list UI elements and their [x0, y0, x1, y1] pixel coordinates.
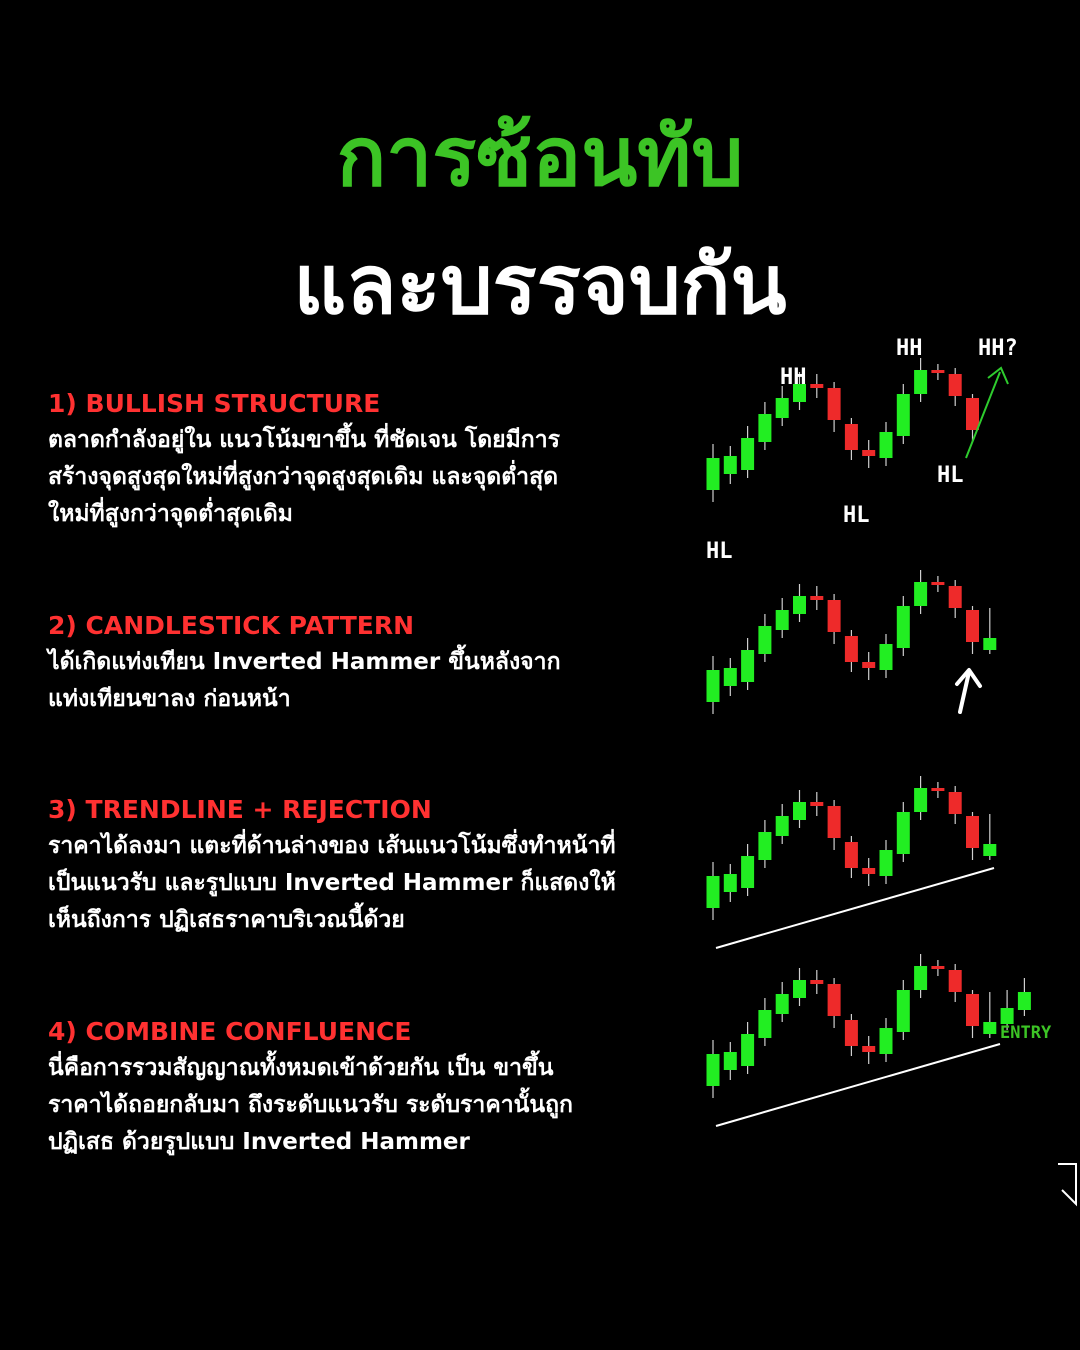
- chart-panel-confluence: [707, 954, 1031, 1098]
- bullish-candle: [707, 670, 720, 702]
- arrow-up-icon: [957, 670, 980, 712]
- body-line: ตลาดกำลังอยู่ใน แนวโน้มขาขึ้น ที่ชัดเจน โดยมีการ: [48, 427, 560, 453]
- body-line: แท่งเทียนขาลง ก่อนหน้า: [48, 686, 291, 712]
- bearish-candle: [828, 806, 841, 838]
- section-heading: 2) CANDLESTICK PATTERN: [48, 611, 415, 640]
- bullish-candle: [914, 582, 927, 606]
- section-heading: 3) TRENDLINE + REJECTION: [48, 795, 432, 824]
- bullish-candle: [914, 788, 927, 812]
- bearish-candle: [810, 980, 823, 984]
- body-line: เห็นถึงการ ปฏิเสธราคาบริเวณนี้ด้วย: [48, 907, 405, 933]
- bearish-candle: [966, 816, 979, 848]
- bullish-candle: [897, 394, 910, 436]
- bullish-candle: [724, 1052, 737, 1070]
- corner-mark-icon: [1054, 1160, 1080, 1210]
- label-hh-question: HH?: [978, 336, 1018, 361]
- bullish-candle: [880, 850, 893, 876]
- bullish-candle: [914, 966, 927, 990]
- label-hh: HH: [896, 336, 923, 361]
- chart-panel-candlestick-pattern: [707, 570, 997, 714]
- bearish-candle: [949, 970, 962, 992]
- label-hl: HL: [937, 463, 964, 488]
- bullish-candle: [741, 650, 754, 682]
- bullish-candle: [776, 610, 789, 630]
- body-line: ได้เกิดแท่งเทียน Inverted Hammer ขึ้นหลังจาก: [48, 649, 561, 675]
- bearish-candle: [828, 600, 841, 632]
- bullish-candle: [793, 596, 806, 614]
- bullish-candle: [897, 990, 910, 1032]
- bullish-candle: [897, 812, 910, 854]
- body-line: ราคาได้ถอยกลับมา ถึงระดับแนวรับ ระดับราคานั้นถูก: [48, 1092, 573, 1118]
- bullish-candle: [724, 668, 737, 686]
- page-title-line1: การซ้อนทับ: [336, 110, 744, 205]
- bearish-candle: [810, 384, 823, 388]
- bearish-candle: [966, 610, 979, 642]
- bullish-candle: [983, 844, 996, 856]
- bullish-candle: [983, 1022, 996, 1034]
- bearish-candle: [862, 450, 875, 456]
- bullish-candle: [741, 856, 754, 888]
- bearish-candle: [845, 1020, 858, 1046]
- body-line: ปฏิเสธ ด้วยรูปแบบ Inverted Hammer: [48, 1129, 470, 1155]
- bullish-candle: [1018, 992, 1031, 1010]
- bearish-candle: [931, 966, 944, 969]
- body-line: เป็นแนวรับ และรูปแบบ Inverted Hammer ก็แสดงให้: [48, 870, 616, 896]
- bullish-candle: [897, 606, 910, 648]
- bearish-candle: [862, 1046, 875, 1052]
- label-hh: HH: [780, 365, 807, 390]
- section-heading: 1) BULLISH STRUCTURE: [48, 389, 381, 418]
- bullish-candle: [880, 1028, 893, 1054]
- bearish-candle: [949, 792, 962, 814]
- bearish-candle: [931, 370, 944, 373]
- bullish-candle: [914, 370, 927, 394]
- bearish-candle: [845, 636, 858, 662]
- bullish-candle: [758, 1010, 771, 1038]
- trendline: [716, 1044, 1000, 1126]
- bullish-candle: [983, 638, 996, 650]
- bearish-candle: [862, 868, 875, 874]
- body-line: นี่คือการรวมสัญญาณทั้งหมดเข้าด้วยกัน เป็น ขาขึ้น: [48, 1055, 554, 1081]
- bearish-candle: [862, 662, 875, 668]
- bearish-candle: [810, 802, 823, 806]
- bearish-candle: [810, 596, 823, 600]
- bearish-candle: [845, 842, 858, 868]
- bearish-candle: [931, 582, 944, 585]
- bullish-candle: [776, 816, 789, 836]
- body-line: ใหม่ที่สูงกว่าจุดต่ำสุดเดิม: [48, 501, 293, 527]
- bullish-candle: [741, 438, 754, 470]
- bullish-candle: [707, 458, 720, 490]
- bearish-candle: [966, 398, 979, 430]
- trendline: [716, 868, 994, 948]
- label-entry: ENTRY: [1000, 1023, 1052, 1043]
- section-heading: 4) COMBINE CONFLUENCE: [48, 1017, 412, 1046]
- bullish-candle: [793, 802, 806, 820]
- bullish-candle: [707, 1054, 720, 1086]
- bullish-candle: [776, 994, 789, 1014]
- bearish-candle: [931, 788, 944, 791]
- bullish-candle: [776, 398, 789, 418]
- bullish-candle: [724, 456, 737, 474]
- chart-panel-trendline: [707, 776, 997, 920]
- bearish-candle: [845, 424, 858, 450]
- bullish-candle: [793, 980, 806, 998]
- bullish-candle: [880, 432, 893, 458]
- bullish-candle: [707, 876, 720, 908]
- body-line: สร้างจุดสูงสุดใหม่ที่สูงกว่าจุดสูงสุดเดิม และจุดต่ำสุด: [48, 464, 559, 490]
- bullish-candle: [758, 626, 771, 654]
- body-line: ราคาได้ลงมา แตะที่ด้านล่างของ เส้นแนวโน้มซึ่งทำหน้าที่: [48, 833, 616, 859]
- page-title-line2: และบรรจบกัน: [293, 238, 787, 333]
- bearish-candle: [949, 374, 962, 396]
- bearish-candle: [966, 994, 979, 1026]
- bearish-candle: [949, 586, 962, 608]
- bullish-candle: [724, 874, 737, 892]
- bullish-candle: [741, 1034, 754, 1066]
- bearish-candle: [828, 984, 841, 1016]
- bullish-candle: [1001, 1008, 1014, 1024]
- bullish-candle: [758, 414, 771, 442]
- bullish-candle: [880, 644, 893, 670]
- bullish-candle: [758, 832, 771, 860]
- label-hl: HL: [706, 539, 733, 564]
- label-hl: HL: [843, 503, 870, 528]
- bearish-candle: [828, 388, 841, 420]
